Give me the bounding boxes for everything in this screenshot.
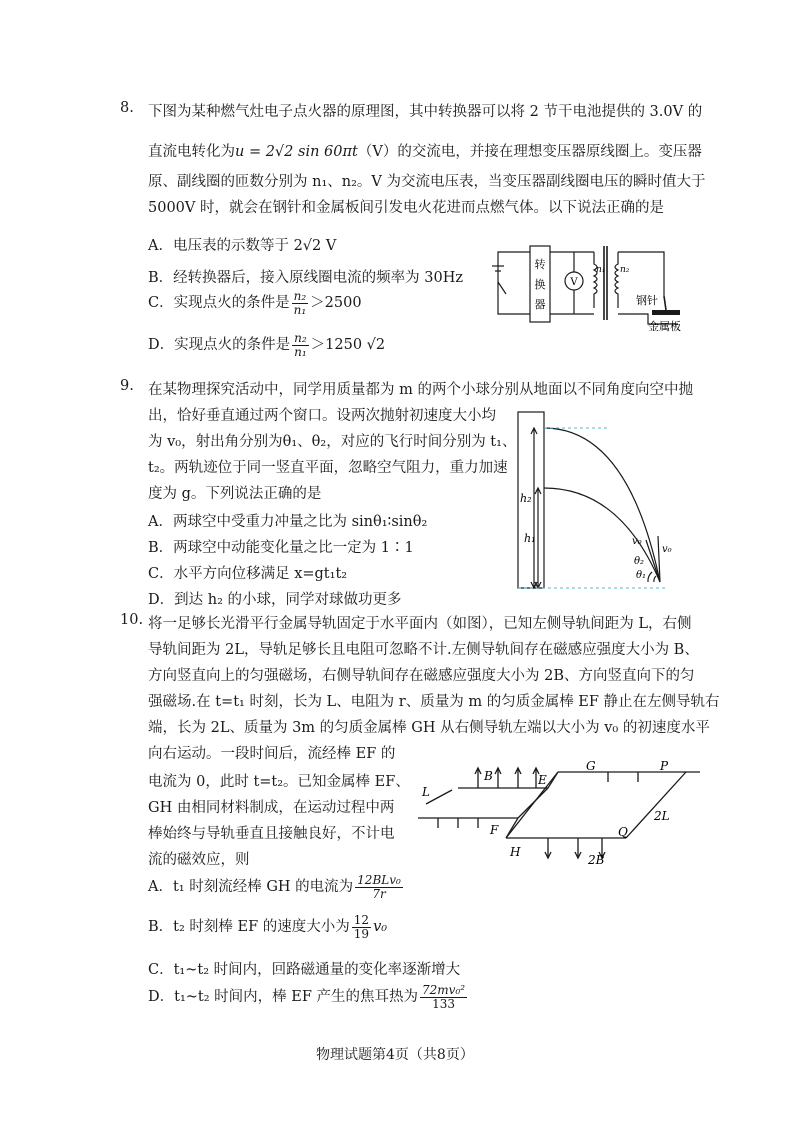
page-footer: 物理试题第4页（共8页）	[316, 1047, 474, 1063]
q9-line1: 在某物理探究活动中，同学用质量都为 m 的两个小球分别从地面以不同角度向空中抛	[148, 382, 693, 398]
q10-rail-figure	[418, 759, 700, 867]
q10-line2: 导轨间距为 2L，导轨足够长且电阻可忽略不计.左侧导轨间存在磁感应强度大小为 B、	[148, 642, 699, 658]
q9-option-d: D．到达 h₂ 的小球，同学对球做功更多	[148, 592, 402, 608]
label-h: H	[510, 845, 521, 859]
q9-line5: 度为 g。下列说法正确的是	[148, 486, 322, 502]
q10-line7: 电流为 0，此时 t=t₂。已知金属棒 EF、	[148, 774, 410, 790]
q10-option-a-pre: A．t₁ 时刻流经棒 GH 的电流为	[148, 879, 354, 896]
q8-option-b: B．经转换器后，接入原线圈电流的频率为 30Hz	[148, 270, 463, 286]
needle-label: 钢针	[636, 294, 658, 307]
label-e: E	[538, 773, 547, 787]
q10-line3: 方向竖直向上的匀强磁场，右侧导轨间存在磁感应强度大小为 2B、方向竖直向下的匀	[148, 668, 695, 684]
q8-line2-post: （V）的交流电，并接在理想变压器原线圈上。变压器	[357, 144, 702, 160]
switch-lever	[498, 282, 506, 294]
h1-label: h₁	[524, 532, 536, 545]
label-2b: 2B	[588, 853, 605, 867]
converter-char-3: 器	[534, 298, 546, 311]
q10-line10: 流的磁效应，则	[148, 852, 250, 868]
theta1-label: θ₁	[636, 570, 647, 581]
plate-label: 金属板	[648, 320, 681, 333]
q10-line8: GH 由相同材料制成，在运动过程中两	[148, 800, 395, 816]
secondary-coil	[615, 252, 618, 308]
q8-line2	[148, 140, 702, 161]
v0-label-1: v₀	[632, 536, 642, 547]
label-b: B	[484, 769, 493, 783]
converter-char-1: 转	[534, 258, 546, 271]
q10-line1: 将一足够长光滑平行金属导轨固定于水平面内（如图），已知左侧导轨间距为 L，右侧	[148, 616, 692, 632]
q10-option-b-post: v₀	[373, 919, 388, 936]
q8-line2-pre: 直流电转化为	[148, 144, 235, 160]
label-l: L	[422, 785, 430, 799]
steel-needle	[664, 296, 666, 310]
q10-number: 10.	[120, 612, 144, 628]
q9-option-c: C．水平方向位移满足 x=gt₁t₂	[148, 566, 348, 582]
q8-option-c-post: ＞2500	[310, 295, 362, 312]
q9-number: 9.	[120, 378, 134, 394]
label-f: F	[490, 823, 499, 837]
q9-option-a: A．两球空中受重力冲量之比为 sinθ₁∶sinθ₂	[148, 514, 428, 530]
q9-trajectory-figure	[508, 412, 680, 592]
q8-line1: 下图为某种燃气灶电子点火器的原理图，其中转换器可以将 2 节干电池提供的 3.0V 的	[148, 104, 703, 120]
metal-plate	[652, 310, 680, 315]
q9-line2: 出，恰好垂直通过两个窗口。设两次抛射初速度大小均	[148, 408, 496, 424]
n2-label: n₂	[620, 265, 630, 275]
q8-line3: 原、副线圈的匝数分别为 n₁、n₂。V 为交流电压表，当变压器副线圈电压的瞬时值大于	[148, 174, 706, 190]
q10-option-a-fraction: $\frac{\text{12BLv₀}}{7r}$	[357, 873, 401, 901]
h2-label: h₂	[520, 492, 532, 505]
q10-option-d	[148, 984, 469, 1010]
q8-option-c	[148, 290, 362, 316]
q10-line4: 强磁场.在 t=t₁ 时刻，长为 L、电阻为 r、质量为 m 的匀质金属棒 EF 静止在左侧导轨右	[148, 694, 720, 710]
q10-option-a	[148, 874, 405, 900]
q8-option-a: A．电压表的示数等于 2√2 V	[148, 238, 337, 254]
q10-option-d-fraction: $\frac{\text{72mv₀²}}{133}$	[422, 983, 466, 1011]
q8-option-c-pre: C．实现点火的条件是	[148, 295, 290, 312]
q10-line6: 向右运动。一段时间后，流经棒 EF 的	[148, 746, 396, 762]
q10-option-b	[148, 914, 387, 940]
q9-line3: 为 v₀，射出角分别为θ₁、θ₂，对应的飞行时间分别为 t₁、	[148, 434, 517, 450]
label-g: G	[586, 759, 596, 773]
n1-label: n₁	[596, 265, 606, 275]
q9-line4: t₂。两轨迹位于同一竖直平面，忽略空气阻力，重力加速	[148, 460, 508, 476]
q8-formula: u = 2√2 sin 60πt	[235, 144, 358, 160]
q8-option-d-post: ＞1250 √2	[310, 337, 386, 354]
q10-option-b-pre: B．t₂ 时刻棒 EF 的速度大小为	[148, 919, 350, 936]
q10-line5: 端，长为 2L、质量为 3m 的匀质金属棒 GH 从右侧导轨左端以大小为 v₀ 的初速度水平	[148, 720, 710, 736]
q8-option-c-fraction: $\frac{\text{n₂}}{\text{n₁}}$	[293, 289, 307, 317]
q8-line4: 5000V 时，就会在钢针和金属板间引发电火花进而点燃气体。以下说法正确的是	[148, 200, 664, 216]
q10-option-b-fraction: $\frac{12}{19}$	[353, 913, 370, 941]
q8-number: 8.	[120, 100, 134, 116]
theta2-label: θ₂	[634, 556, 645, 567]
q8-option-d-pre: D．实现点火的条件是	[148, 337, 291, 354]
converter-char-2: 换	[534, 278, 546, 291]
q10-option-c: C．t₁~t₂ 时间内，回路磁通量的变化率逐渐增大	[148, 962, 461, 978]
label-q: Q	[618, 825, 628, 839]
rod-gh	[506, 772, 558, 838]
q8-circuit-figure	[488, 238, 700, 332]
label-p: P	[660, 759, 669, 773]
q9-option-b: B．两球空中动能变化量之比一定为 1∶1	[148, 540, 414, 556]
q10-option-d-pre: D．t₁~t₂ 时间内，棒 EF 产生的焦耳热为	[148, 989, 419, 1006]
voltmeter-label: V	[570, 277, 578, 288]
q10-line9: 棒始终与导轨垂直且接触良好，不计电	[148, 826, 395, 842]
q8-option-d-fraction: $\frac{\text{n₂}}{\text{n₁}}$	[294, 331, 307, 359]
q8-option-d	[148, 332, 385, 358]
battery-loop-wire	[498, 252, 530, 314]
label-2l: 2L	[654, 809, 670, 823]
primary-coil	[594, 252, 597, 308]
v0-label-2: v₀	[662, 544, 672, 555]
trajectory-low	[544, 488, 660, 582]
